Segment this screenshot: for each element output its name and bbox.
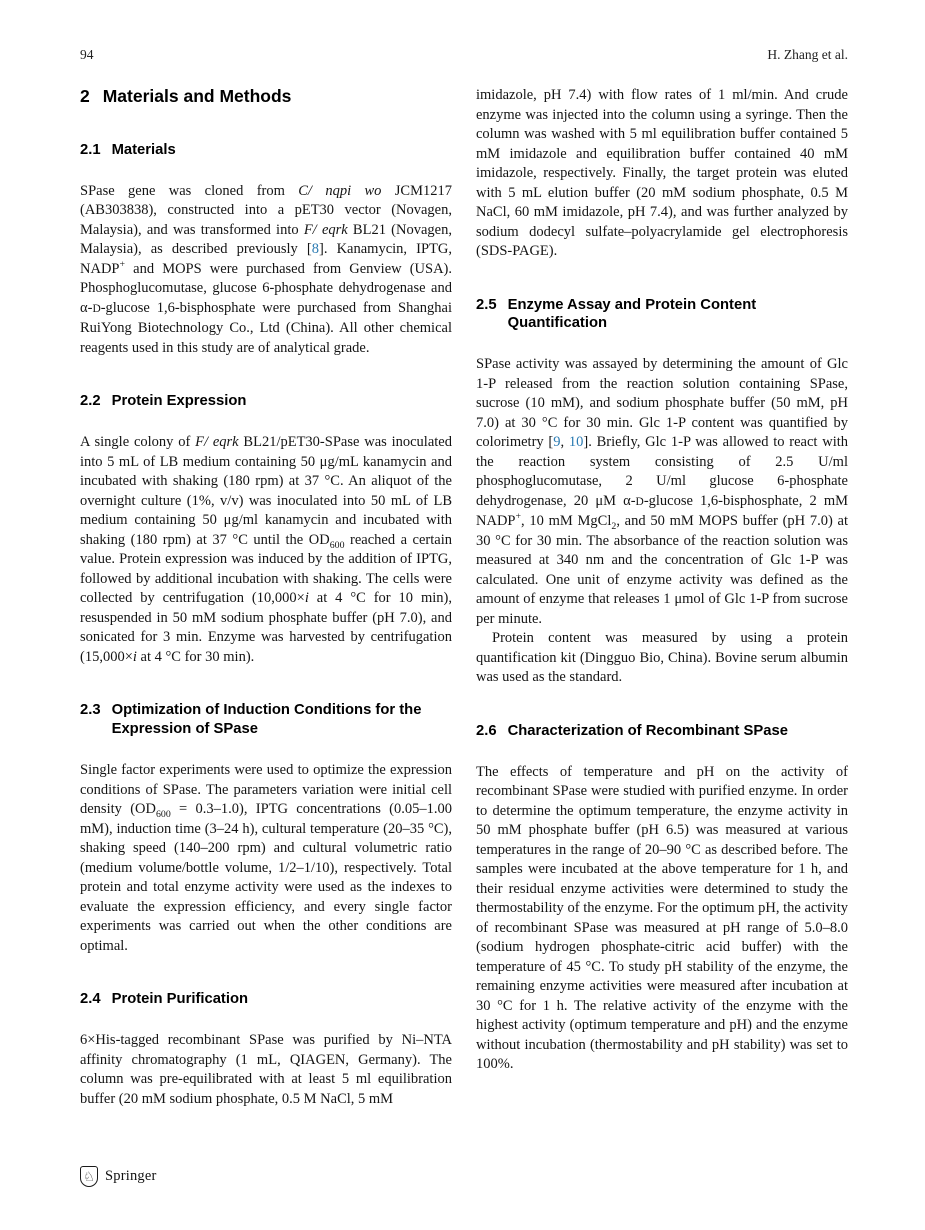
text-run: , 10 mM MgCl (521, 513, 612, 530)
right-column (476, 86, 848, 1109)
text-run: SPase gene was cloned from (80, 182, 299, 199)
heading-title: Optimization of Induction Conditions for the Expression of SPase (111, 702, 422, 738)
paragraph (80, 761, 452, 956)
text-run: F/ eqrk (195, 434, 239, 451)
text-run: 2 (611, 521, 617, 533)
text-run: Protein content was measured by using a protein quantification kit (Dingguo Bio, China). Bovine serum albumin was used as the standard. (476, 630, 848, 686)
text-run: A single colony of (80, 434, 196, 451)
paragraph (476, 629, 848, 688)
text-run: 600 (329, 539, 345, 551)
subsection-heading (80, 392, 452, 411)
paragraph (80, 433, 452, 667)
text-run: The effects of temperature and pH on the activity of recombinant SPase were studied with purified enzyme. In order to determine the optimum temperature, the enzyme activity in 50 mM phosphate buffer (pH 6.5) was measured at various temperatures in the range of 20–90 °C as described before. The samples were incubated at the above temperature for 1 h, and their residual enzyme activities were determined to study the thermostability of the enzyme. For the optimum pH, the activity of recombinant SPase was measured at pH range of 5.0–8.0 (sodium hydrogen phosphate-citric acid buffer) with the temperature of 45 °C. To study pH stability of the enzyme, the remaining enzyme activities were measured after incubation at 30 °C for 1 h. The relative activity of the enzyme with the highest activity (optimum temperature and pH) and the enzyme without incubation (thermostability and pH stability) was set to 100%. (476, 763, 848, 1073)
text-run: BL21 (Novagen, Malaysia), as described previously [ (80, 221, 452, 258)
text-run: + (515, 511, 522, 523)
text-run: = 0.3–1.0), IPTG concentrations (0.05–1.00 mM), induction time (3–24 h), cultural temperature (20–35 °C), shaking speed (140–200 rpm) and cultural volumetric ratio (medium volume/bottle volume, 1/2–1/10), respectively. Total protein and total enzyme activity were used as the indexes to evaluate the expression efficiency, and every single factor experiments was carried out when the other conditions are optimal. (80, 801, 452, 954)
paragraph (476, 355, 848, 629)
heading-title: Materials (111, 142, 176, 158)
heading-title: Materials and Methods (102, 86, 292, 106)
text-run: F/ eqrk (303, 221, 348, 238)
text-run: -glucose 1,6-bisphosphate were purchased from Shanghai RuiYong Biotechnology Co., Ltd (China). All other chemical reagents used in this study are of analytical grade. (80, 299, 452, 356)
subsection-heading (476, 722, 848, 741)
text-run: BL21/pET30-SPase was inoculated into 5 mL of LB medium containing 50 μg/mL kanamycin and incubated with shaking (180 rpm) at 37 °C. An aliquot of the overnight culture (1%, v/v) was inoculated into 50 mL of LB medium containing 50 μg/ml kanamycin and incubated with shaking (180 rpm) at 37 °C until the OD (80, 434, 452, 548)
heading-title: Protein Purification (111, 991, 249, 1008)
paragraph (80, 1031, 452, 1109)
text-run: -glucose 1,6-bisphosphate, 2 mM NADP (476, 492, 848, 530)
text-run: D (635, 495, 644, 508)
heading-title: Enzyme Assay and Protein Content Quantification (507, 296, 757, 332)
publisher-name: Springer (105, 1168, 157, 1184)
heading-number: 2.1 (80, 142, 101, 158)
paragraph (80, 182, 452, 359)
text-run: 600 (155, 809, 171, 821)
citation-link[interactable]: 8 (311, 241, 319, 258)
text-run: i (304, 590, 309, 607)
text-run: D (92, 302, 101, 315)
text-run: 6×His-tagged recombinant SPase was purified by Ni–NTA affinity chromatography (1 mL, QIAGEN, Germany). The column was pre-equilibrated with at least 5 ml equilibration buffer (20 mM sodium phosphate, 0.5 M NaCl, 5 mM (80, 1032, 452, 1107)
heading-title: Protein Expression (111, 393, 247, 410)
text-run: ]. Briefly, Glc 1-P was allowed to react with the reaction system consisting of 2.5 U/ml phosphoglucomutase, 2 U/ml glucose 6-phosphate dehydrogenase, 20 μM α- (476, 434, 849, 509)
running-head: H. Zhang et al. (767, 47, 848, 62)
text-run: at 4 °C for 10 min), resuspended in 50 mM sodium phosphate buffer (pH 7.0), and sonicated for 3 min. Enzyme was harvested by centrifugation (15,000× (80, 590, 452, 665)
heading-title: Characterization of Recombinant SPase (507, 722, 788, 739)
text-run: ]. Kanamycin, IPTG, NADP (80, 241, 452, 277)
citation-link[interactable]: 10 (568, 434, 584, 451)
heading-number: 2.6 (476, 722, 497, 739)
citation-link[interactable]: 9 (553, 434, 561, 451)
text-run: , and 50 mM MOPS buffer (pH 7.0) at 30 °C for 30 min. The absorbance of the reaction solution was measured at 340 nm and the concentration of Glc 1-P was calculated. One unit of enzyme activity was defined as the amount of enzyme that releases 1 μmol of Glc 1-P from sucrose per minute. (476, 513, 849, 627)
subsection-heading (476, 296, 848, 334)
subsection-heading (80, 141, 452, 160)
text-run: + (119, 259, 126, 271)
heading-number: 2 (80, 86, 90, 106)
left-column (80, 86, 452, 1109)
section-heading (80, 86, 452, 107)
text-run: reached a certain value. Protein expression was induced by the addition of IPTG, followed by additional incubation with shaking. The cells were collected by centrifugation (10,000× (80, 531, 452, 607)
heading-number: 2.2 (80, 393, 101, 410)
heading-number: 2.5 (476, 296, 497, 313)
text-run: i (132, 648, 137, 665)
springer-horse-icon: ♘ (80, 1166, 98, 1187)
text-run: at 4 °C for 30 min). (136, 648, 255, 665)
paragraph (476, 86, 848, 262)
text-run: C/ nqpi wo (298, 182, 382, 199)
text-run: JCM1217 (AB303838), constructed into a pET30 vector (Novagen, Malaysia), and was transformed into (80, 182, 452, 238)
paragraph (476, 763, 848, 1075)
text-run: and MOPS were purchased from Genview (USA). Phosphoglucomutase, glucose 6-phosphate dehydrogenase and α- (80, 260, 452, 316)
heading-number: 2.3 (80, 702, 101, 719)
page-number: 94 (80, 47, 94, 62)
page-footer (80, 1166, 157, 1187)
page-body (80, 86, 848, 1109)
heading-number: 2.4 (80, 991, 101, 1008)
text-run: SPase activity was assayed by determining the amount of Glc 1-P released from the reaction solution containing SPase, sucrose (10 mM), and sodium phosphate buffer (50 mM, pH 7.0) at 30 °C for 30 min. Glc 1-P content was quantified by colorimetry [ (476, 356, 848, 451)
text-run: , (560, 434, 569, 451)
page-header (80, 47, 848, 63)
subsection-heading (80, 990, 452, 1009)
text-run: Single factor experiments were used to optimize the expression conditions of SPase. The parameters variation were initial cell density (OD (80, 762, 452, 818)
text-run: imidazole, pH 7.4) with flow rates of 1 ml/min. And crude enzyme was injected into the column using a syringe. Then the column was washed with 5 ml equilibration buffer contained 5 mM imidazole and equilibration buffer contained 40 mM imidazole, respectively. Finally, the target protein was eluted with 5 mL elution buffer (20 mM sodium phosphate, 0.5 M NaCl, 60 mM imidazole, pH 7.4), and was further analyzed by sodium dodecyl sulfate–polyacrylamide gel electrophoresis (SDS-PAGE). (476, 87, 848, 259)
subsection-heading (80, 701, 452, 739)
